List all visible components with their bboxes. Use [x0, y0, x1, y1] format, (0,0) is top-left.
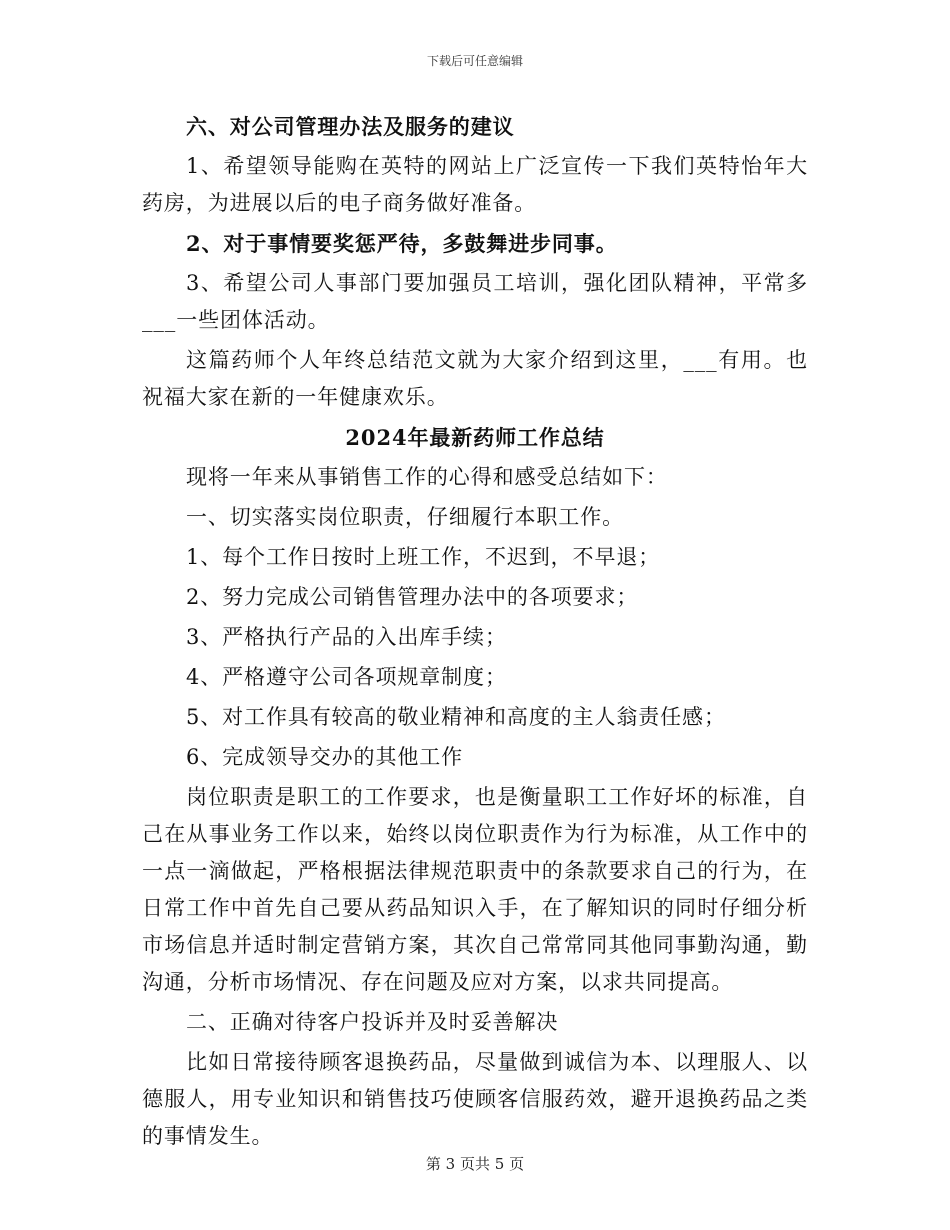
paragraph: 岗位职责是职工的工作要求，也是衡量职工工作好坏的标准，自己在从事业务工作以来，始终以岗位职责作为行为标准，从工作中的一点一滴做起，严格根据法律规范职责中的条款要求自己的行为，在日常工作中首先自己要从药品知识入手，在了解知识的同时仔细分析市场信息并适时制定营销方案，其次自己常常同其他同事勤沟通，勤沟通，分析市场情况、存在问题及应对方案，以求共同提高。: [142, 785, 808, 994]
list-item: 1、每个工作日按时上班工作，不迟到，不早退；: [186, 545, 661, 569]
section-heading: 二、正确对待客户投诉并及时妥善解决: [186, 1010, 559, 1034]
paragraph: 现将一年来从事销售工作的心得和感受总结如下：: [186, 465, 668, 489]
list-item: 2、努力完成公司销售管理办法中的各项要求；: [186, 585, 639, 609]
section-heading: 一、切实落实岗位职责，仔细履行本职工作。: [186, 505, 624, 529]
list-item: 3、严格执行产品的入出库手续；: [186, 625, 507, 649]
paragraph: 3、希望公司人事部门要加强员工培训，强化团队精神，平常多___一些团体活动。: [142, 271, 808, 332]
list-item: 4、严格遵守公司各项规章制度；: [186, 665, 507, 689]
section-heading-suggestions: 六、对公司管理办法及服务的建议: [186, 114, 515, 139]
paragraph: 这篇药师个人年终总结范文就为大家介绍到这里，___有用。也祝福大家在新的一年健康欢乐。: [142, 348, 808, 409]
page-footer: 第 3 页共 5 页: [425, 1155, 525, 1173]
paragraph-bold: 2、对于事情要奖惩严待，多鼓舞进步同事。: [186, 231, 618, 256]
page-header: 下载后可任意编辑: [426, 54, 523, 68]
document-title: 2024年最新药师工作总结: [345, 425, 605, 450]
list-item: 5、对工作具有较高的敬业精神和高度的主人翁责任感；: [186, 705, 726, 729]
paragraph: 比如日常接待顾客退换药品，尽量做到诚信为本、以理服人、以德服人，用专业知识和销售技巧使顾客信服药效，避开退换药品之类的事情发生。: [142, 1050, 808, 1148]
paragraph: 1、希望领导能购在英特的网站上广泛宣传一下我们英特怡年大药房，为进展以后的电子商务做好准备。: [142, 154, 808, 215]
list-item: 6、完成领导交办的其他工作: [186, 745, 464, 769]
document-body: [142, 108, 808, 1158]
